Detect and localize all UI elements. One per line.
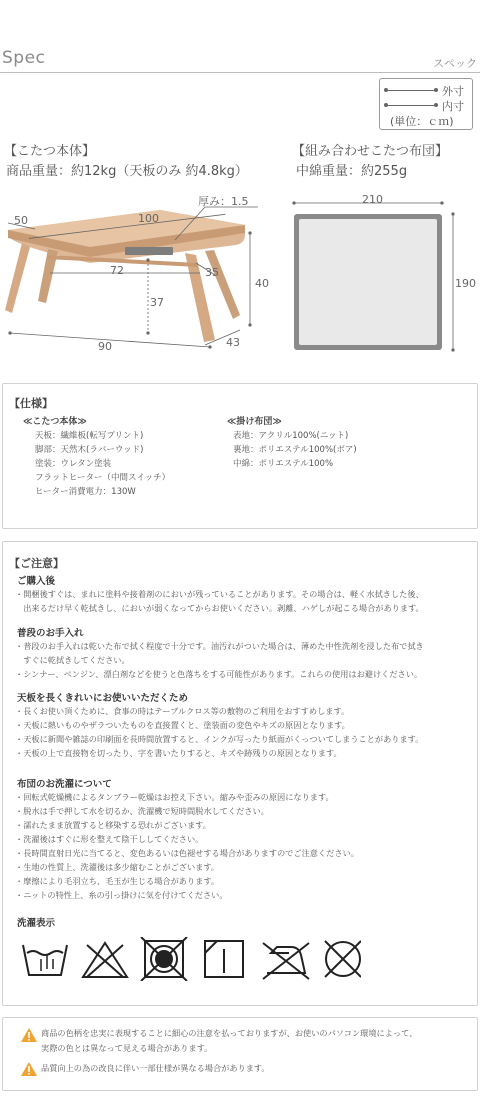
spec-body-item: 塗装：ウレタン塗装 (35, 459, 112, 469)
caution-section-body (15, 639, 424, 681)
futon-weight: 中綿重量：約255g (296, 164, 408, 179)
caution-line: ・開梱後すぐは、まれに塗料や接着剤のにおいが残っていることがあります。その場合は、軽く水拭きした後、 (15, 589, 424, 599)
futon-height: 190 (455, 277, 476, 290)
caution-line: ・シンナー、ベンジン、漂白剤などを使うと色落ちをする可能性があります。これらの使用はお避けください。 (15, 669, 423, 679)
futon-heading: 【組み合わせこたつ布団】 (292, 144, 449, 159)
caution-line: ・普段のお手入れは乾いた布で拭く程度で十分です。油汚れがついた場合は、薄めた中性洗剤を浸した布で拭き (15, 641, 424, 651)
caution-line: ・天板に新聞や雑誌の印刷面を長時間放置すると、インクが写ったり紙面がくっついてしまうことがあります。 (15, 734, 424, 744)
wash-symbols (21, 937, 361, 981)
legend-unit: (単位：ｃｍ) (390, 115, 454, 128)
legend-inner-label: 内寸 (442, 100, 464, 113)
futon-width: 210 (362, 193, 383, 206)
caution-section-title: 天板を長くきれいにお使いいただくため (17, 693, 189, 704)
dim-43: 43 (226, 336, 240, 349)
caution-line: ・摩擦により毛羽立ち、毛玉が生じる場合があります。 (15, 876, 220, 886)
legend-outer-label: 外寸 (442, 85, 464, 98)
spec-futon-item: 中綿：ポリエステル100% (233, 459, 334, 469)
caution-section-body (15, 704, 423, 760)
spec-futon-heading: ≪掛け布団≫ (227, 417, 282, 427)
no-bleach-icon (83, 943, 127, 977)
caution-section-title: 布団のお洗濯について (17, 779, 112, 790)
wash-title: 洗濯表示 (17, 918, 56, 929)
spec-body-item: ヒーター消費電力：130W (35, 487, 136, 497)
dim-90: 90 (98, 340, 112, 353)
note-line: 品質向上の為の改良に伴い一部仕様が異なる場合があります。 (41, 1063, 270, 1073)
warning-icon (21, 1062, 37, 1076)
spec-body-item: 脚部：天然木(ラバーウッド) (35, 445, 144, 455)
spec-heading: 【仕様】 (9, 397, 53, 410)
dim-37: 37 (150, 296, 164, 309)
caution-line: 出来るだけ早く乾拭きし、においが弱くなってからお使いください。剥離、ハゲしが起こる場合があります。 (15, 603, 424, 613)
note-line: 実際の色とは異なって見える場合があります。 (41, 1043, 213, 1053)
leg-back-right (205, 250, 240, 319)
spec-subtitle: スペック (433, 57, 477, 70)
caution-line: ・濡れたまま放置すると移染する恐れがございます。 (15, 820, 211, 830)
spec-body-list (35, 429, 170, 499)
spec-card (2, 383, 478, 529)
caution-section-body (15, 790, 359, 902)
kotatsu-weight: 商品重量：約12kg（天板のみ 約4.8kg） (6, 164, 248, 179)
dim-72: 72 (110, 264, 124, 277)
dim-100: 100 (138, 212, 159, 225)
caution-card (2, 541, 478, 1006)
caution-line: ・長くお使い頂くために、食事の時はテーブルクロス等の敷物のご利用をおすすめします。 (15, 706, 350, 716)
caution-line: ・ニットの特性上、糸の引っ掛けに気を付けてください。 (15, 890, 228, 900)
thickness-label: 厚み：1.5 (198, 195, 249, 208)
futon-inner (299, 219, 437, 345)
leg-front-left (5, 243, 30, 313)
caution-line: すぐに乾拭きしてください。 (15, 655, 130, 665)
dim-35: 35 (205, 266, 219, 279)
spec-futon-list (233, 429, 357, 471)
warning-icon (21, 1028, 37, 1042)
caution-line: ・長時間直射日光に当てると、変色あるいは色褪せする場合がありますのでご注意ください。 (15, 848, 359, 858)
caution-section-body (15, 587, 424, 615)
caution-line: ・天板に熱いものやザラついたものを直接置くと、塗装面の変色やキズの原因となります。 (15, 720, 350, 730)
hand-wash-icon (23, 945, 67, 975)
no-tumble-dry-icon (141, 937, 187, 981)
header-divider (0, 72, 480, 73)
caution-line: ・天板の上で直接物を切ったり、字を書いたりすると、キズや跡残りの原因となります。 (15, 748, 342, 758)
notes-card (2, 1017, 478, 1091)
caution-line: ・洗濯後はすぐに形を整えて陰干ししてください。 (15, 834, 204, 844)
no-iron-icon (263, 943, 309, 979)
caution-line: ・回転式乾燥機によるタンブラー乾燥はお控え下さい。縮みや歪みの原因になります。 (15, 792, 334, 802)
dim-40: 40 (255, 277, 269, 290)
caution-section-title: 普段のお手入れ (17, 628, 84, 639)
kotatsu-heading: 【こたつ本体】 (4, 144, 96, 159)
caution-line: ・脱水は手で押して水を切るか、洗濯機で短時間脱水してください。 (15, 806, 269, 816)
spec-body-item: 天板：繊維板(転写プリント) (35, 431, 144, 441)
futon-diagram (288, 188, 480, 358)
line-dry-shade-icon (205, 941, 243, 977)
caution-heading: 【ご注意】 (9, 557, 64, 570)
note-line: 商品の色柄を忠実に表現することに細心の注意を払っておりますが、お使いのパソコン環境によって、 (41, 1028, 418, 1038)
caution-section-title: ご購入後 (17, 576, 56, 587)
spec-futon-item: 裏地：ポリエステル100%(ボア) (233, 445, 357, 455)
spec-body-item: フラットヒーター（中間スイッチ） (35, 473, 171, 483)
caution-line: ・生地の性質上、洗濯後は多少縮むことがございます。 (15, 862, 220, 872)
no-dry-clean-icon (325, 941, 361, 977)
spec-title: Spec (2, 48, 46, 68)
dim-50: 50 (14, 214, 28, 227)
heater-unit (125, 247, 173, 255)
spec-futon-item: 表地：アクリル100%(ニット) (233, 431, 349, 441)
spec-body-heading: ≪こたつ本体≫ (23, 417, 87, 427)
dimension-legend (379, 78, 473, 130)
kotatsu-table-diagram (0, 185, 285, 355)
